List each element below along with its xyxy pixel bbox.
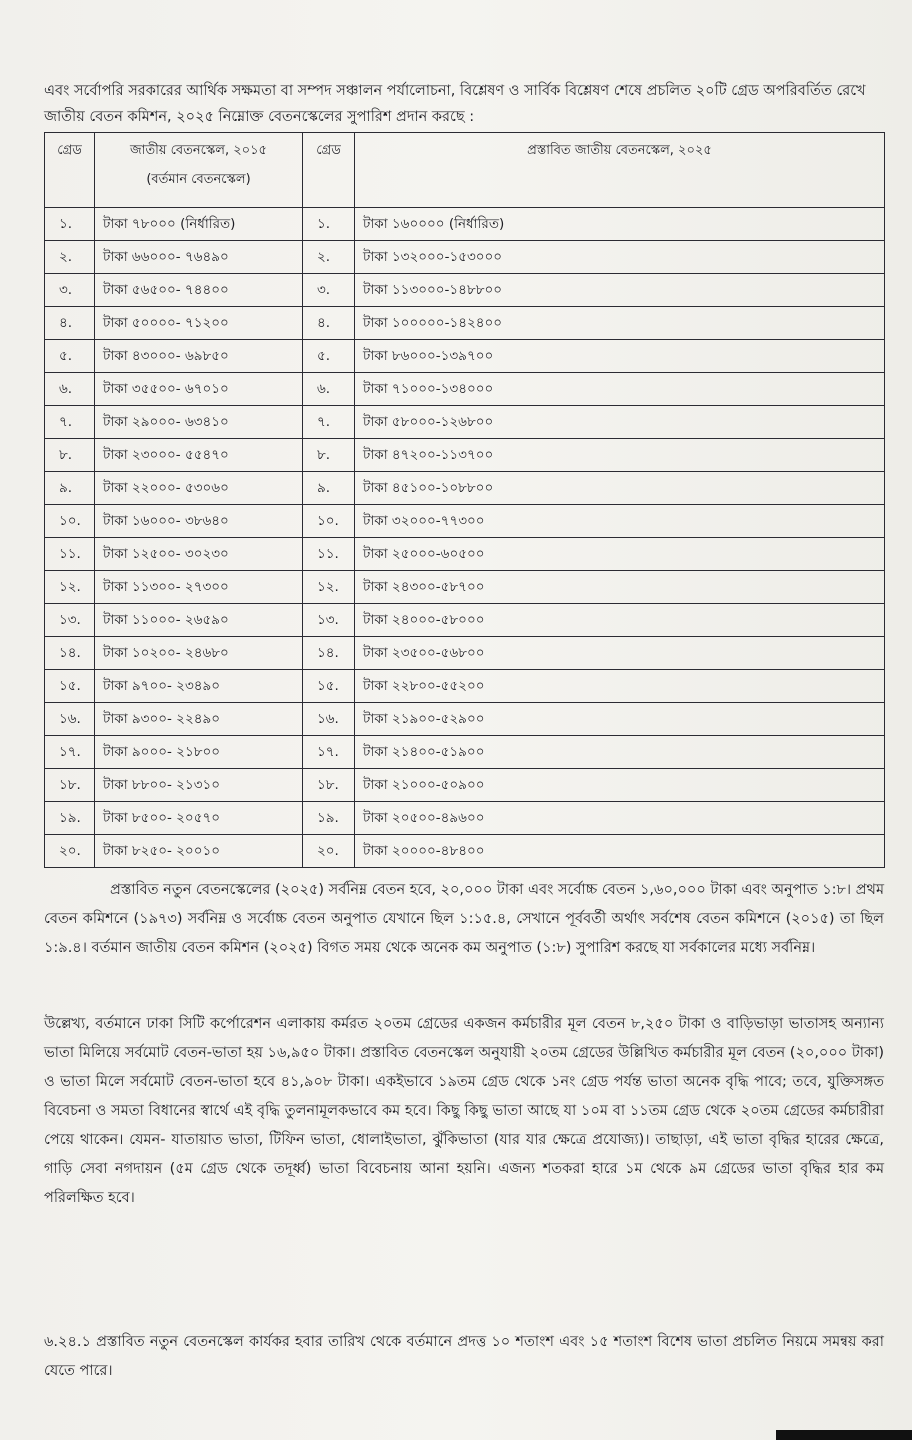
- grade-cell: ৬.: [45, 373, 95, 406]
- grade-cell: ২.: [45, 241, 95, 274]
- grade-cell: ১.: [45, 208, 95, 241]
- proposed-scale-cell: টাকা ২০৫০০-৪৯৬০০: [355, 802, 885, 835]
- table-row: [45, 505, 885, 538]
- table-row: [45, 241, 885, 274]
- table-body: [45, 208, 885, 868]
- header-grade: গ্রেড: [45, 133, 95, 208]
- current-scale-cell: টাকা ২৯০০০- ৬৩৪১০: [95, 406, 303, 439]
- proposed-scale-cell: টাকা ২১০০০-৫০৯০০: [355, 769, 885, 802]
- proposed-scale-cell: টাকা ৩২০০০-৭৭৩০০: [355, 505, 885, 538]
- table-header-row: [45, 133, 885, 208]
- current-scale-cell: টাকা ৫০০০০- ৭১২০০: [95, 307, 303, 340]
- current-scale-cell: টাকা ১৬০০০- ৩৮৬৪০: [95, 505, 303, 538]
- grade-cell: ১৯.: [45, 802, 95, 835]
- grade-cell-2: ৬.: [303, 373, 355, 406]
- table-row: [45, 208, 885, 241]
- current-scale-cell: টাকা ৯৭০০- ২৩৪৯০: [95, 670, 303, 703]
- grade-cell-2: ১৭.: [303, 736, 355, 769]
- paragraph-special-allowance: ৬.২৪.১ প্রস্তাবিত নতুন বেতনস্কেল কার্যকর হবার তারিখ থেকে বর্তমানে প্রদত্ত ১০ শতাংশ এবং ১৫ শতাংশ বিশেষ ভাতা প্রচলিত নিয়মে সমন্বয় করা যেতে পারে।: [44, 1334, 884, 1379]
- grade-cell-2: ১৫.: [303, 670, 355, 703]
- grade-cell: ১৫.: [45, 670, 95, 703]
- grade-cell: ৫.: [45, 340, 95, 373]
- grade-cell-2: ৫.: [303, 340, 355, 373]
- proposed-scale-cell: টাকা ৫৮০০০-১২৬৮০০: [355, 406, 885, 439]
- grade-cell-2: ৩.: [303, 274, 355, 307]
- proposed-scale-cell: টাকা ২৪৩০০-৫৮৭০০: [355, 571, 885, 604]
- paragraph-ratio: প্রস্তাবিত নতুন বেতনস্কেলের (২০২৫) সর্বনিম্ন বেতন হবে, ২০,০০০ টাকা এবং সর্বোচ্চ বেতন ১,৬০,০০০ টাকা এবং অনুপাত ১:৮। প্রথম বেতন কমিশনে (১৯৭৩) সর্বনিম্ন ও সর্বোচ্চ বেতন অনুপাত যেখানে ছিল ১:১৫.৪, সেখানে পূর্ববর্তী অর্থাৎ সর্বশেষ বেতন কমিশনে (২০১৫) তা ছিল ১:৯.৪। বর্তমান জাতীয় বেতন কমিশন (২০২৫) বিগত সময় থেকে অনেক কম অনুপাত (১:৮) সুপারিশ করছে যা সর্বকালের মধ্যে সর্বনিম্ন।: [44, 882, 884, 956]
- header-grade-2: গ্রেড: [303, 133, 355, 208]
- grade-cell: ১১.: [45, 538, 95, 571]
- current-scale-cell: টাকা ৮৮০০- ২১৩১০: [95, 769, 303, 802]
- current-scale-cell: টাকা ১১৩০০- ২৭৩০০: [95, 571, 303, 604]
- proposed-scale-cell: টাকা ৮৬০০০-১৩৯৭০০: [355, 340, 885, 373]
- grade-cell-2: ৪.: [303, 307, 355, 340]
- pay-scale-table: [44, 132, 885, 868]
- current-scale-cell: টাকা ৫৬৫০০- ৭৪৪০০: [95, 274, 303, 307]
- table-row: [45, 472, 885, 505]
- grade-cell: ৩.: [45, 274, 95, 307]
- table-row: [45, 802, 885, 835]
- grade-cell-2: ৭.: [303, 406, 355, 439]
- proposed-scale-cell: টাকা ৪৭২০০-১১৩৭০০: [355, 439, 885, 472]
- grade-cell-2: ১৩.: [303, 604, 355, 637]
- proposed-scale-cell: টাকা ১৬০০০০ (নির্ধারিত): [355, 208, 885, 241]
- current-scale-cell: টাকা ২২০০০- ৫৩০৬০: [95, 472, 303, 505]
- table-row: [45, 769, 885, 802]
- grade-cell: ৮.: [45, 439, 95, 472]
- grade-cell: ১৬.: [45, 703, 95, 736]
- paragraph-allowance: উল্লেখ্য, বর্তমানে ঢাকা সিটি কর্পোরেশন এলাকায় কর্মরত ২০তম গ্রেডের একজন কর্মচারীর মূল বেতন ৮,২৫০ টাকা ও বাড়িভাড়া ভাতাসহ অন্যান্য ভাতা মিলিয়ে সর্বমোট বেতন-ভাতা হয় ১৬,৯৫০ টাকা। প্রস্তাবিত বেতনস্কেল অনুযায়ী ২০তম গ্রেডের উল্লিখিত কর্মচারীর মূল বেতন (২০,০০০ টাকা) ও ভাতা মিলে সর্বমোট বেতন-ভাতা হবে ৪১,৯০৮ টাকা। একইভাবে ১৯তম গ্রেড থেকে ১নং গ্রেড পর্যন্ত ভাতা অনেক বৃদ্ধি পাবে; তবে, যুক্তিসঙ্গত বিবেচনা ও সমতা বিধানের স্বার্থে এই বৃদ্ধি তুলনামূলকভাবে কম হবে। কিছু কিছু ভাতা আছে যা ১০ম বা ১১তম গ্রেড থেকে ২০তম গ্রেডের কর্মচারীরা পেয়ে থাকেন। যেমন- যাতায়াত ভাতা, টিফিন ভাতা, ধোলাইভাতা, ঝুঁকিভাতা (যার যার ক্ষেত্রে প্রযোজ্য)। তাছাড়া, এই ভাতা বৃদ্ধির হারের ক্ষেত্রে, গাড়ি সেবা নগদায়ন (৫ম গ্রেড থেকে তদূর্ধ্ব) ভাতা বিবেচনায় আনা হয়নি। এজন্য শতকরা হারে ১ম থেকে ৯ম গ্রেডের ভাতা বৃদ্ধির হার কম পরিলক্ষিত হবে।: [44, 1016, 884, 1206]
- table-row: [45, 340, 885, 373]
- header-proposed-scale: প্রস্তাবিত জাতীয় বেতনস্কেল, ২০২৫: [355, 133, 885, 208]
- grade-cell-2: ১৮.: [303, 769, 355, 802]
- grade-cell: ২০.: [45, 835, 95, 868]
- grade-cell-2: ১.: [303, 208, 355, 241]
- current-scale-cell: টাকা ৭৮০০০ (নির্ধারিত): [95, 208, 303, 241]
- table-row: [45, 835, 885, 868]
- table-row: [45, 439, 885, 472]
- proposed-scale-cell: টাকা ২২৮০০-৫৫২০০: [355, 670, 885, 703]
- grade-cell-2: ৯.: [303, 472, 355, 505]
- current-scale-cell: টাকা ১২৫০০- ৩০২৩০: [95, 538, 303, 571]
- current-scale-cell: টাকা ৯৩০০- ২২৪৯০: [95, 703, 303, 736]
- proposed-scale-cell: টাকা ২১৯০০-৫২৯০০: [355, 703, 885, 736]
- current-scale-cell: টাকা ৮২৫০- ২০০১০: [95, 835, 303, 868]
- header-current-scale-subtitle: (বর্তমান বেতনস্কেল): [146, 172, 251, 187]
- grade-cell-2: ১০.: [303, 505, 355, 538]
- grade-cell-2: ১৯.: [303, 802, 355, 835]
- grade-cell-2: ১৪.: [303, 637, 355, 670]
- grade-cell: ১২.: [45, 571, 95, 604]
- proposed-scale-cell: টাকা ২৪০০০-৫৮০০০: [355, 604, 885, 637]
- grade-cell-2: ১৬.: [303, 703, 355, 736]
- current-scale-cell: টাকা ২৩০০০- ৫৫৪৭০: [95, 439, 303, 472]
- grade-cell-2: ৮.: [303, 439, 355, 472]
- current-scale-cell: টাকা ১১০০০- ২৬৫৯০: [95, 604, 303, 637]
- grade-cell: ১৪.: [45, 637, 95, 670]
- intro-paragraph: এবং সর্বোপরি সরকারের আর্থিক সক্ষমতা বা সম্পদ সঞ্চালন পর্যালোচনা, বিশ্লেষণ ও সার্বিক বিশ্লেষণ শেষে প্রচলিত ২০টি গ্রেড অপরিবর্তিত রেখে জাতীয় বেতন কমিশন, ২০২৫ নিম্নোক্ত বেতনস্কেলের সুপারিশ প্রদান করছে :: [44, 83, 866, 125]
- proposed-scale-cell: টাকা ২১৪০০-৫১৯০০: [355, 736, 885, 769]
- table-row: [45, 538, 885, 571]
- current-scale-cell: টাকা ৮৫০০- ২০৫৭০: [95, 802, 303, 835]
- grade-cell: ১৩.: [45, 604, 95, 637]
- proposed-scale-cell: টাকা ৪৫১০০-১০৮৮০০: [355, 472, 885, 505]
- table-row: [45, 604, 885, 637]
- table-row: [45, 373, 885, 406]
- table-row: [45, 571, 885, 604]
- header-current-scale-title: জাতীয় বেতনস্কেল, ২০১৫: [129, 143, 267, 158]
- proposed-scale-cell: টাকা ৭১০০০-১৩৪০০০: [355, 373, 885, 406]
- grade-cell-2: ১২.: [303, 571, 355, 604]
- proposed-scale-cell: টাকা ১৩২০০০-১৫৩০০০: [355, 241, 885, 274]
- current-scale-cell: টাকা ৩৫৫০০- ৬৭০১০: [95, 373, 303, 406]
- grade-cell: ৪.: [45, 307, 95, 340]
- grade-cell: ১৮.: [45, 769, 95, 802]
- scan-edge-mark: [776, 1430, 912, 1440]
- current-scale-cell: টাকা ৪৩০০০- ৬৯৮৫০: [95, 340, 303, 373]
- grade-cell: ৭.: [45, 406, 95, 439]
- grade-cell-2: ২০.: [303, 835, 355, 868]
- proposed-scale-cell: টাকা ১১৩০০০-১৪৮৮০০: [355, 274, 885, 307]
- table-row: [45, 307, 885, 340]
- table-row: [45, 406, 885, 439]
- grade-cell-2: ১১.: [303, 538, 355, 571]
- table-row: [45, 670, 885, 703]
- table-row: [45, 736, 885, 769]
- grade-cell: ৯.: [45, 472, 95, 505]
- table-row: [45, 703, 885, 736]
- table-row: [45, 637, 885, 670]
- header-current-scale: [95, 133, 303, 208]
- current-scale-cell: টাকা ১০২০০- ২৪৬৮০: [95, 637, 303, 670]
- grade-cell: ১৭.: [45, 736, 95, 769]
- proposed-scale-cell: টাকা ২০০০০-৪৮৪০০: [355, 835, 885, 868]
- current-scale-cell: টাকা ৯০০০- ২১৮০০: [95, 736, 303, 769]
- grade-cell: ১০.: [45, 505, 95, 538]
- proposed-scale-cell: টাকা ২৩৫০০-৫৬৮০০: [355, 637, 885, 670]
- proposed-scale-cell: টাকা ১০০০০০-১৪২৪০০: [355, 307, 885, 340]
- grade-cell-2: ২.: [303, 241, 355, 274]
- current-scale-cell: টাকা ৬৬০০০- ৭৬৪৯০: [95, 241, 303, 274]
- proposed-scale-cell: টাকা ২৫০০০-৬০৫০০: [355, 538, 885, 571]
- table-row: [45, 274, 885, 307]
